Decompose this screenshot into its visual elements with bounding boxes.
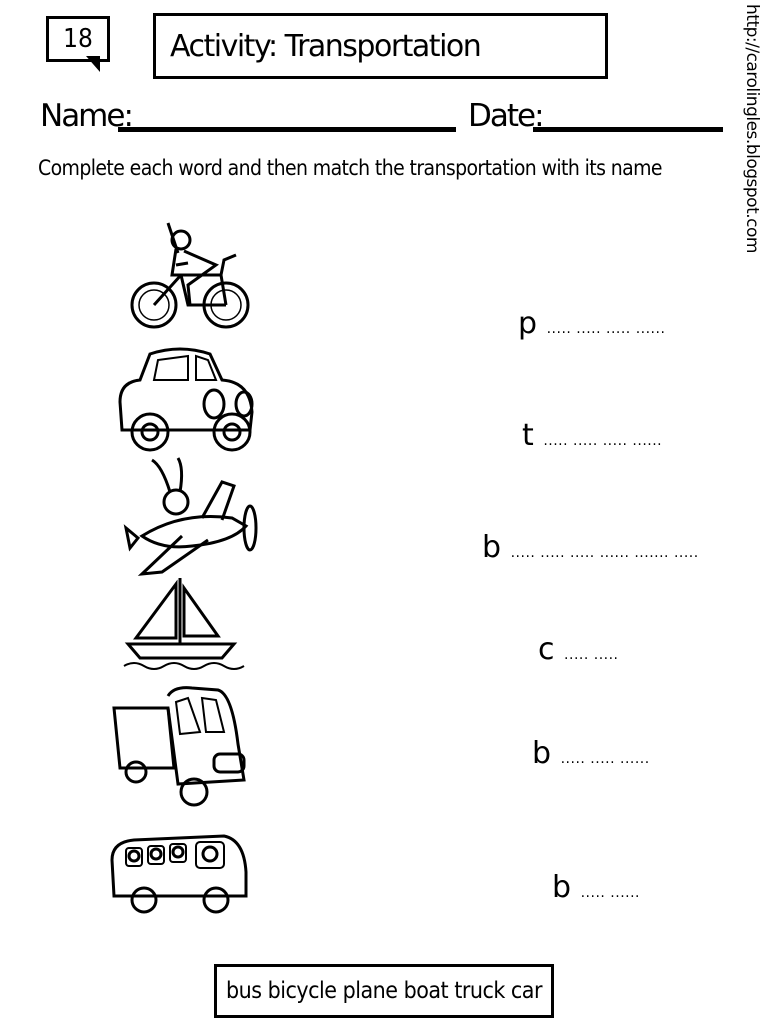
word-letter: b <box>532 736 552 771</box>
word-blank-3[interactable] <box>482 530 699 565</box>
activity-number: 18 <box>63 24 93 54</box>
name-label: Name: <box>40 98 132 134</box>
name-line[interactable] <box>118 127 456 132</box>
word-dots: ..... ..... ..... ...... ....... ..... <box>510 545 699 561</box>
word-blank-5[interactable] <box>532 736 650 771</box>
word-dots: ..... ...... <box>580 885 640 901</box>
word-letter: c <box>538 632 555 667</box>
word-dots: ..... ..... ..... ...... <box>543 433 663 449</box>
source-url: http://carolingles.blogspot.com <box>742 4 762 253</box>
instructions: Complete each word and then match the transportation with its name <box>38 156 662 180</box>
word-dots: ..... ..... <box>564 647 619 663</box>
word-letter: t <box>522 418 534 453</box>
badge-tail <box>86 56 100 72</box>
word-blank-1[interactable] <box>518 306 665 341</box>
word-bank-text: bus bicycle plane boat truck car <box>226 978 542 1004</box>
word-letter: b <box>552 870 572 905</box>
activity-number-badge <box>46 16 110 62</box>
bus-icon[interactable] <box>104 826 250 920</box>
word-dots: ..... ..... ..... ...... <box>546 321 666 337</box>
boat-icon[interactable] <box>122 574 254 672</box>
bicycle-icon[interactable] <box>126 205 256 335</box>
truck-icon[interactable] <box>108 684 254 812</box>
word-dots: ..... ..... ...... <box>560 751 650 767</box>
word-blank-6[interactable] <box>552 870 640 905</box>
page-title: Activity: Transportation <box>170 28 481 64</box>
plane-icon[interactable] <box>122 456 262 578</box>
date-label: Date: <box>468 98 543 134</box>
word-blank-2[interactable] <box>522 418 662 453</box>
date-line[interactable] <box>533 127 723 132</box>
title-box <box>153 13 608 79</box>
word-bank <box>214 964 554 1018</box>
word-letter: b <box>482 530 502 565</box>
word-blank-4[interactable] <box>538 632 619 667</box>
car-icon[interactable] <box>110 342 262 452</box>
word-letter: p <box>518 306 538 341</box>
